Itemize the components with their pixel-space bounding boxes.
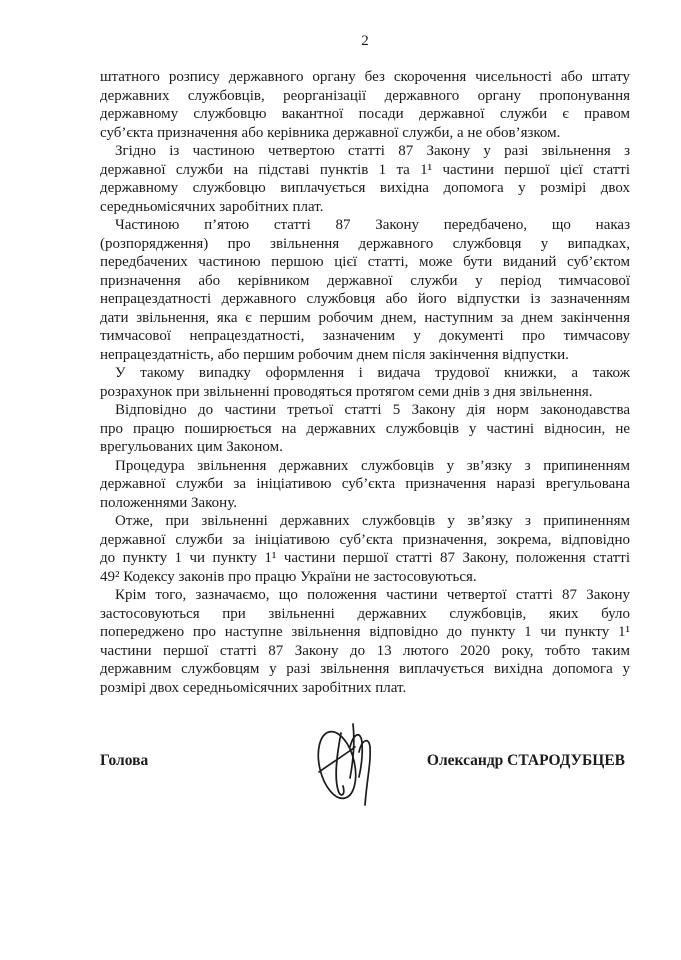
text-line: про працю поширюється на державних службовців у частині відносин, не bbox=[100, 420, 630, 437]
text-line: розрахунок при звільненні проводяться протягом семи днів з дня звільнення. bbox=[100, 383, 593, 400]
text-line: державному службовцю вакантної посади державної служби є правом bbox=[100, 106, 630, 122]
text-line: (розпорядження) про звільнення державного службовця у випадках, bbox=[100, 235, 630, 252]
text-line: Відповідно до частини третьої статті 5 Закону дія норм законодавства bbox=[115, 402, 630, 418]
text-line: Процедура звільнення державних службовців у зв’язку з припиненням bbox=[115, 457, 630, 474]
document-body bbox=[100, 68, 630, 697]
text-line: У такому випадку оформлення і видача трудової книжки, а також bbox=[115, 365, 630, 381]
text-line: розмірі двох середньомісячних заробітних плат. bbox=[100, 679, 407, 696]
text-line: середньомісячних заробітних плат. bbox=[100, 198, 324, 215]
text-line: Частиною п’ятою статті 87 Закону передбачено, що наказ bbox=[115, 217, 630, 233]
paragraph bbox=[100, 364, 630, 401]
text-line: штатного розпису державного органу без скорочення чисельності або штату bbox=[100, 69, 630, 85]
text-line: Згідно із частиною четвертою статті 87 Закону у разі звільнення з bbox=[115, 143, 630, 159]
text-line: призначення або керівником державної служби у період тимчасової bbox=[100, 272, 630, 289]
text-line: державних службовців, реорганізації державного органу пропонування bbox=[100, 87, 630, 104]
signatory-role: Голова bbox=[100, 752, 149, 769]
text-line: Крім того, зазначаємо, що положення частини четвертої статті 87 Закону bbox=[115, 587, 630, 603]
text-line: попереджено про наступне звільнення відповідно до пункту 1 чи пункту 1¹ bbox=[100, 624, 630, 640]
text-line: непрацездатності державного службовця або його відпустки із зазначенням bbox=[100, 291, 630, 307]
paragraph bbox=[100, 586, 630, 697]
text-line: державної служби за ініціативою суб’єкта призначення наразі врегульована bbox=[100, 476, 630, 492]
paragraph bbox=[100, 68, 630, 142]
paragraph bbox=[100, 512, 630, 586]
text-line: державної служби на підставі пунктів 1 та 1¹ частини першої цієї статті bbox=[100, 161, 630, 178]
text-line: державним службовцям у разі звільнення виплачується вихідна допомога у bbox=[100, 661, 630, 677]
text-line: непрацездатність, або першим робочим днем після закінчення відпустки. bbox=[100, 346, 569, 363]
text-line: до пункту 1 чи пункту 1¹ частини першої статті 87 Закону, положення статті bbox=[100, 550, 630, 566]
text-line: тимчасової непрацездатності, зазначеним у документі про тимчасову bbox=[100, 328, 630, 344]
text-line: державному службовцю виплачується вихідна допомога у розмірі двох bbox=[100, 180, 630, 196]
handwritten-signature-icon bbox=[316, 716, 380, 811]
text-line: застосовуються при звільненні державних службовців, яких було bbox=[100, 605, 630, 622]
text-line: Отже, при звільненні державних службовців у зв’язку з припиненням bbox=[115, 513, 630, 529]
page-number: 2 bbox=[361, 33, 369, 49]
text-line: положеннями Закону. bbox=[100, 494, 237, 511]
paragraph bbox=[100, 401, 630, 457]
text-line: державної служби за ініціативою суб’єкта призначення, зокрема, відповідно bbox=[100, 531, 630, 548]
text-line: передбачених частиною першою цієї статті, може бути виданий суб’єктом bbox=[100, 254, 630, 270]
paragraph bbox=[100, 142, 630, 216]
text-line: суб’єкта призначення або керівника державної служби, а не обов’язком. bbox=[100, 124, 561, 141]
paragraph bbox=[100, 216, 630, 364]
signatory-name: Олександр СТАРОДУБЦЕВ bbox=[426, 752, 625, 769]
text-line: 49² Кодексу законів про працю України не застосовуються. bbox=[100, 568, 477, 585]
text-line: дати звільнення, яка є першим робочим днем, наступним за днем закінчення bbox=[100, 309, 630, 326]
text-line: врегульованих цим Законом. bbox=[100, 439, 283, 455]
paragraph bbox=[100, 457, 630, 513]
text-line: частини першої статті 87 Закону до 13 лютого 2020 року, тобто таким bbox=[100, 642, 630, 659]
